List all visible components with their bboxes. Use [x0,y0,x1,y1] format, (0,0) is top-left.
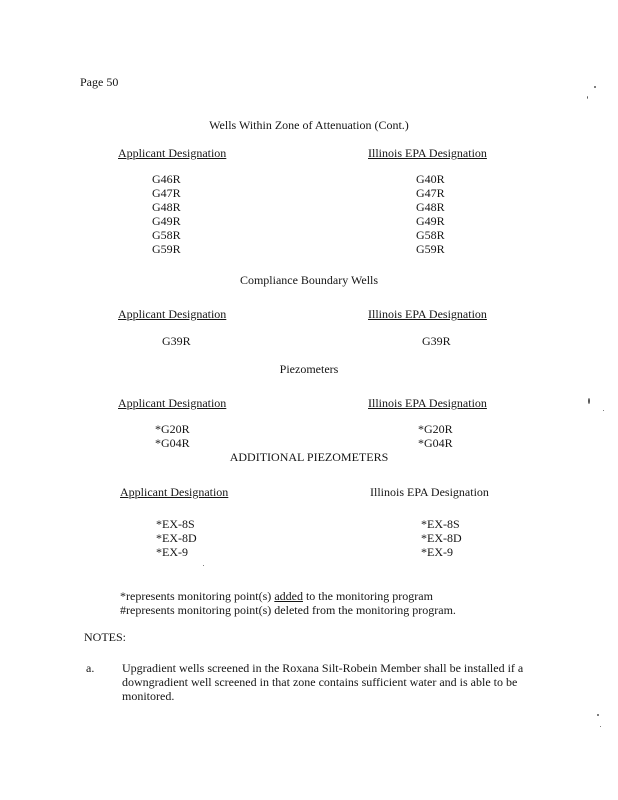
applicant-well-list [152,172,181,256]
epa-designation-header: Illinois EPA Designation [370,485,489,499]
list-item: G40R [416,172,445,186]
epa-well-list [418,422,453,450]
epa-well-list [421,517,462,559]
list-item: *G04R [418,436,453,450]
epa-well-list [422,334,451,348]
list-item: G48R [416,200,445,214]
section-title-compliance-boundary: Compliance Boundary Wells [239,273,379,287]
list-item: G58R [416,228,445,242]
page-number: Page 50 [80,75,119,89]
list-item: G39R [162,334,191,348]
legend-added: *represents monitoring point(s) added to the monitoring program [120,589,433,603]
epa-designation-header: Illinois EPA Designation [368,396,487,410]
list-item: *G20R [155,422,190,436]
scan-speck [203,565,204,566]
section-title-additional-piezometers: ADDITIONAL PIEZOMETERS [229,450,389,464]
scan-speck [597,714,599,716]
scan-speck [588,398,590,404]
notes-heading: NOTES: [84,630,126,644]
list-item: G58R [152,228,181,242]
scan-speck [603,410,604,411]
list-item: G59R [152,242,181,256]
list-item: *EX-9 [421,545,453,559]
applicant-designation-header: Applicant Designation [120,485,229,499]
list-item: G47R [152,186,181,200]
list-item: *G20R [418,422,453,436]
section-title-zone-of-attenuation: Wells Within Zone of Attenuation (Cont.) [209,118,409,132]
applicant-designation-header: Applicant Designation [118,396,227,410]
list-item: *EX-8D [156,531,197,545]
list-item: G49R [152,214,181,228]
scan-speck [594,86,596,88]
applicant-designation-header: Applicant Designation [118,146,227,160]
note-marker: a. [86,661,95,675]
note-text: Upgradient wells screened in the Roxana Silt-Robein Member shall be installed if a downgradient well screened in that zone contains sufficient water and is able to be monitored. [122,661,524,703]
scan-speck [587,96,588,99]
scan-speck [600,726,601,727]
list-item: *EX-9 [156,545,188,559]
section-title-piezometers: Piezometers [279,362,339,376]
applicant-well-list [155,422,190,450]
added-word: added [274,589,303,603]
epa-well-list [416,172,445,256]
epa-designation-header: Illinois EPA Designation [368,307,487,321]
applicant-designation-header: Applicant Designation [118,307,227,321]
list-item: G39R [422,334,451,348]
list-item: *EX-8S [421,517,460,531]
applicant-well-list [156,517,197,559]
list-item: G46R [152,172,181,186]
list-item: G59R [416,242,445,256]
list-item: *EX-8D [421,531,462,545]
list-item: *EX-8S [156,517,195,531]
legend-deleted: #represents monitoring point(s) deleted from the monitoring program. [120,603,456,617]
list-item: G48R [152,200,181,214]
applicant-well-list [162,334,191,348]
list-item: G49R [416,214,445,228]
list-item: G47R [416,186,445,200]
epa-designation-header: Illinois EPA Designation [368,146,487,160]
list-item: *G04R [155,436,190,450]
